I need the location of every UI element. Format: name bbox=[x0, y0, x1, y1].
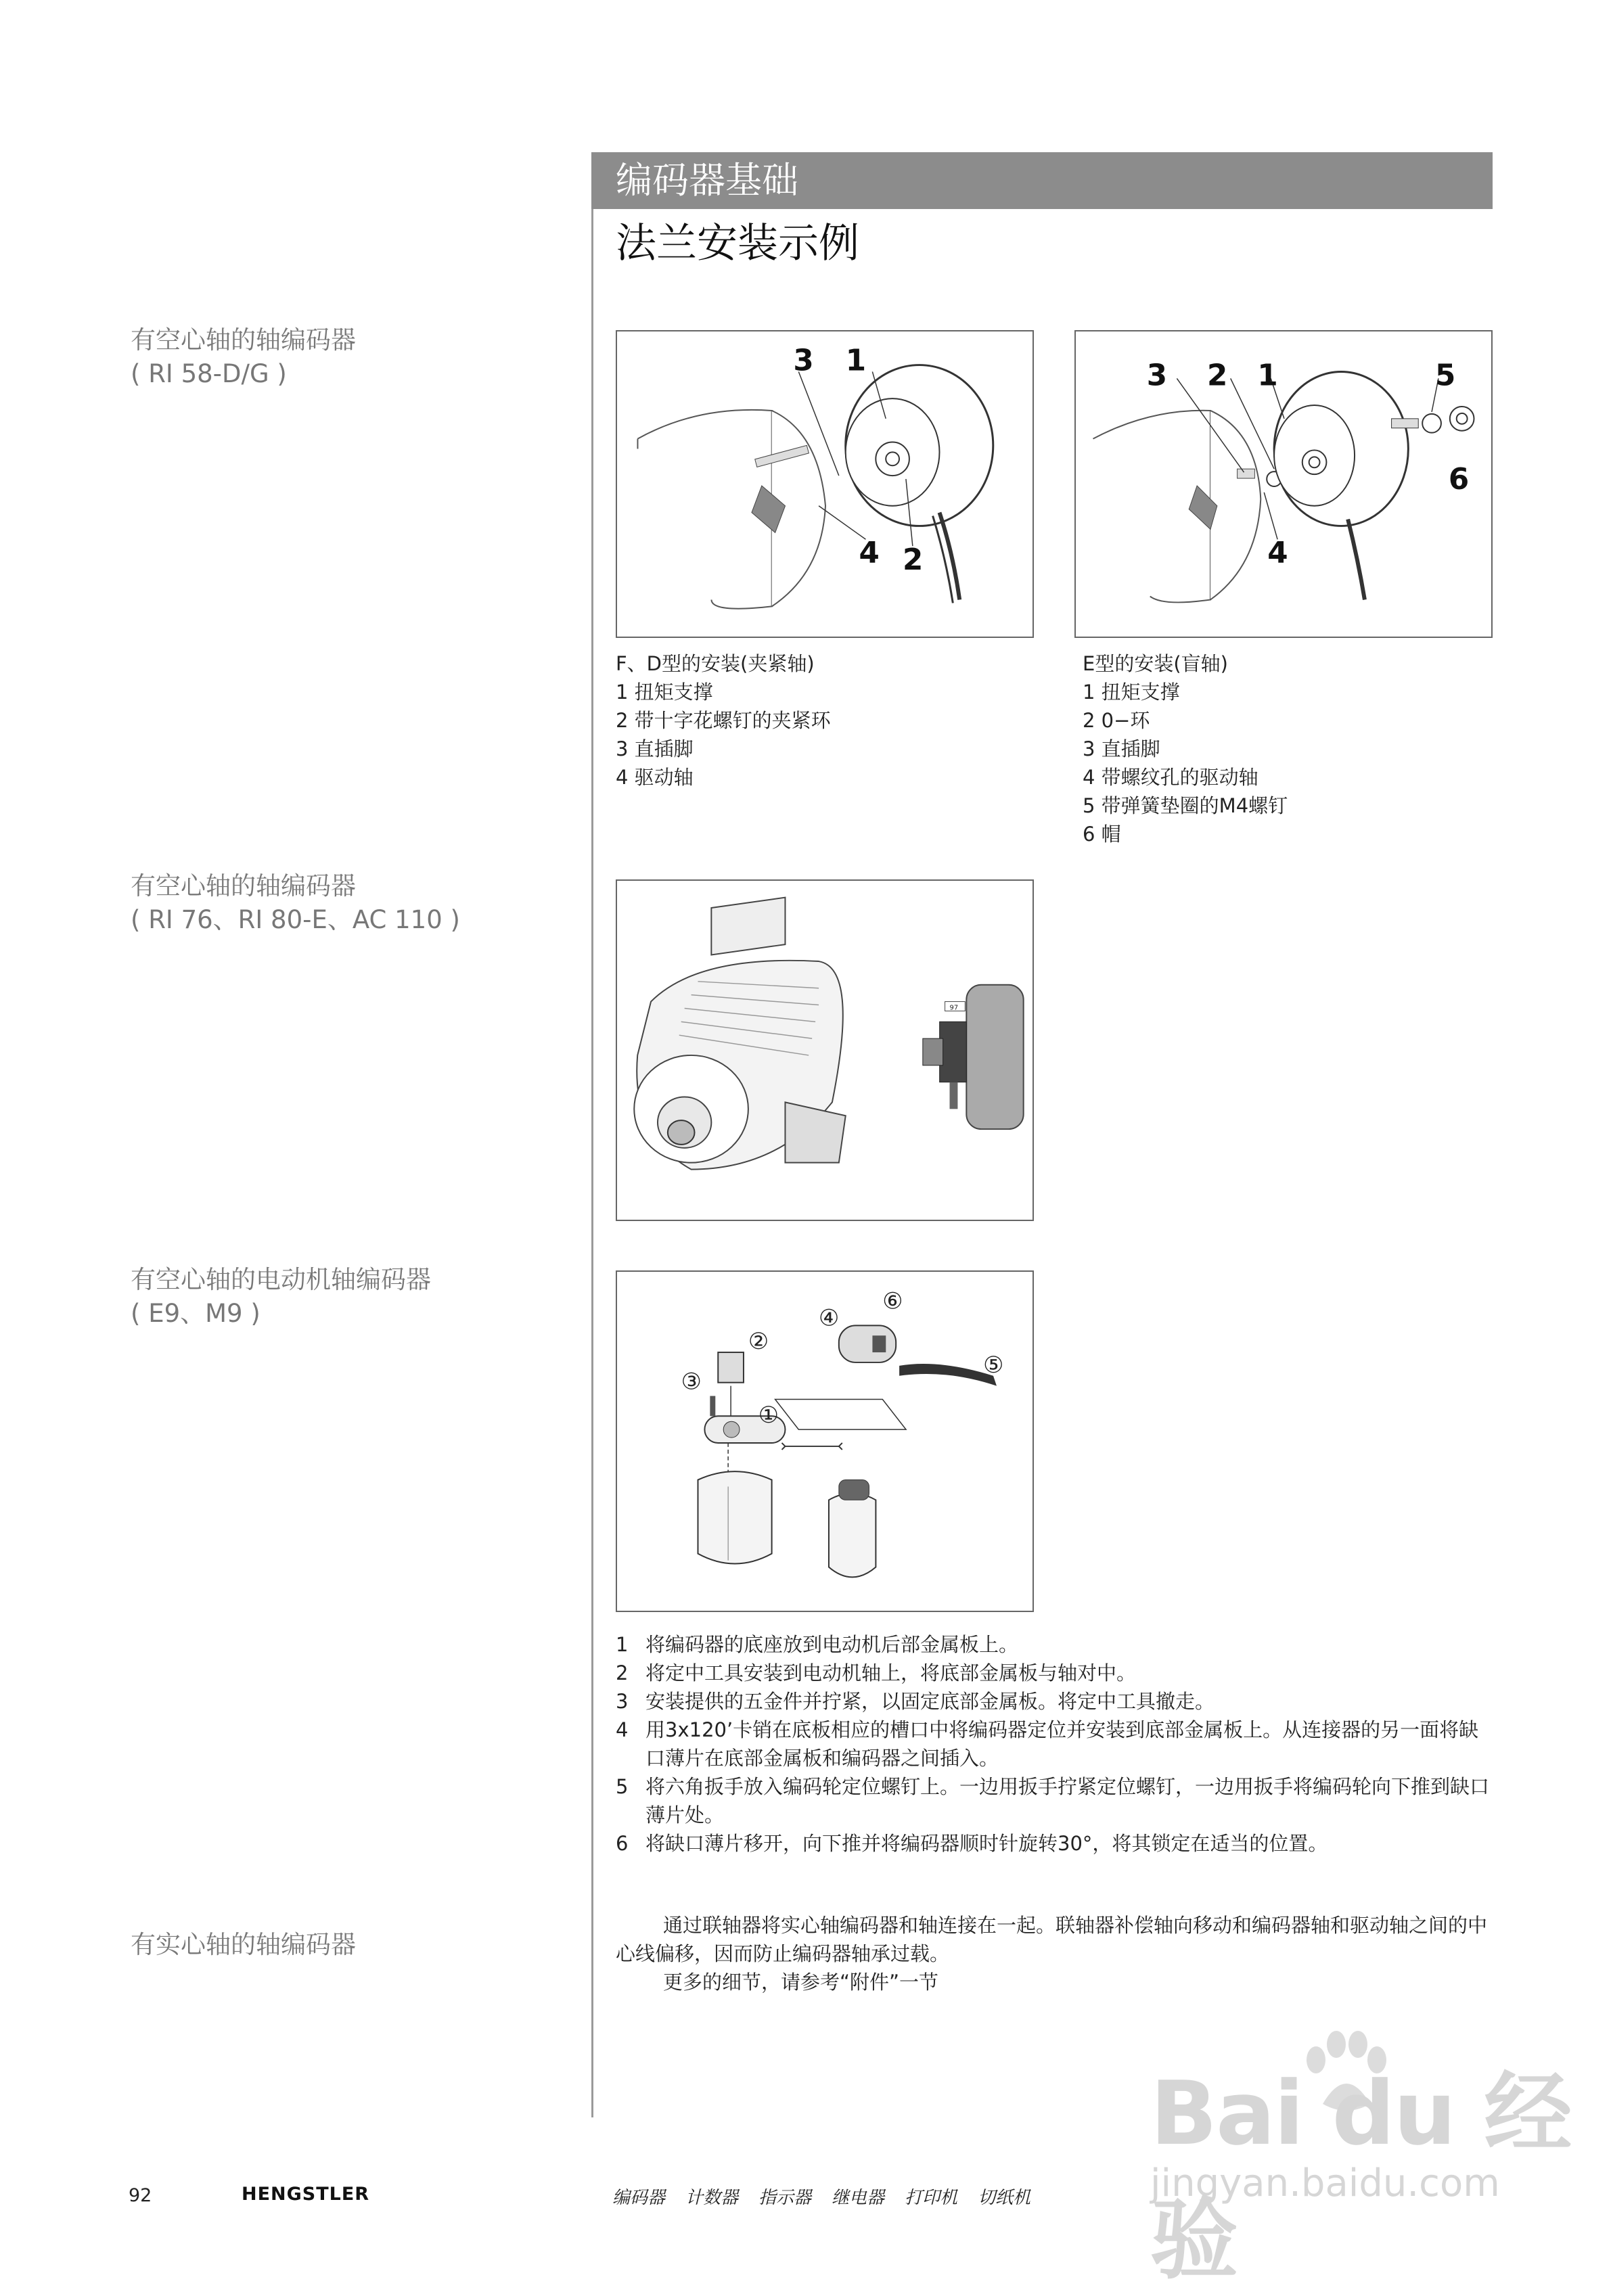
figure-blind-caption bbox=[1083, 649, 1288, 848]
side-label-title: 有空心轴的电动机轴编码器 bbox=[131, 1265, 431, 1294]
side-label-title: 有空心轴的轴编码器 bbox=[131, 325, 356, 354]
page-number: 92 bbox=[129, 2185, 152, 2206]
step-item bbox=[616, 1630, 1495, 1659]
dimension-label: 97 bbox=[949, 1004, 959, 1012]
callout-1: 1 bbox=[845, 344, 867, 378]
side-label-model: ( RI 58-D/G ) bbox=[131, 359, 287, 388]
callout-1: 1 bbox=[1257, 359, 1278, 393]
callout-5: 5 bbox=[1435, 359, 1456, 393]
caption-line: 5 带弹簧垫圈的M4螺钉 bbox=[1083, 794, 1288, 817]
side-label-e9 bbox=[131, 1263, 431, 1331]
callout-2: ② bbox=[748, 1328, 769, 1355]
callout-3: 3 bbox=[1146, 359, 1168, 393]
solid-shaft-paragraph bbox=[616, 1911, 1492, 1996]
footer-nav-item: 指示器 bbox=[758, 2188, 812, 2208]
step-text: 用3x120’卡销在底板相应的槽口中将编码器定位并安装到底部金属板上。从连接器的另一面将缺口薄片在底部金属板和编码器之间插入。 bbox=[645, 1718, 1479, 1770]
footer-nav bbox=[612, 2184, 1030, 2209]
footer-nav-item: 编码器 bbox=[612, 2188, 666, 2208]
footer-nav-item: 切纸机 bbox=[978, 2188, 1031, 2208]
caption-line: 1 扭矩支撑 bbox=[1083, 681, 1180, 704]
callout-4: 4 bbox=[859, 536, 880, 570]
step-text: 将编码器的底座放到电动机后部金属板上。 bbox=[645, 1633, 1019, 1656]
caption-line: 6 帽 bbox=[1083, 823, 1121, 846]
step-number: 3 bbox=[616, 1690, 629, 1713]
blind-shaft-drawing bbox=[1076, 331, 1491, 637]
footer-nav-item: 继电器 bbox=[832, 2188, 885, 2208]
caption-line: 4 带螺纹孔的驱动轴 bbox=[1083, 766, 1258, 789]
section-title: 编码器基础 bbox=[616, 159, 798, 202]
step-item bbox=[616, 1659, 1495, 1687]
vertical-divider bbox=[591, 152, 593, 2117]
callout-4: ④ bbox=[819, 1304, 840, 1331]
step-number: 1 bbox=[616, 1633, 629, 1656]
callout-4: 4 bbox=[1267, 536, 1288, 570]
figure-motor-mount bbox=[616, 879, 1034, 1221]
caption-line: 2 0−环 bbox=[1083, 709, 1150, 732]
installation-steps bbox=[616, 1630, 1495, 1858]
side-label-model: ( RI 76、RI 80-E、AC 110 ) bbox=[131, 905, 460, 934]
caption-line: 3 直插脚 bbox=[616, 737, 694, 760]
step-item bbox=[616, 1829, 1495, 1858]
step-item bbox=[616, 1772, 1495, 1829]
side-label-title: 有实心轴的轴编码器 bbox=[131, 1930, 356, 1959]
side-label-model: ( E9、M9 ) bbox=[131, 1299, 260, 1328]
footer-nav-item: 打印机 bbox=[905, 2188, 958, 2208]
step-item bbox=[616, 1716, 1495, 1772]
figure-motor-shaft-encoder bbox=[616, 1270, 1034, 1612]
step-number: 6 bbox=[616, 1832, 629, 1855]
figure-clamp-caption bbox=[616, 649, 831, 791]
callout-6: 6 bbox=[1448, 462, 1470, 497]
step-item bbox=[616, 1687, 1495, 1716]
callout-2: 2 bbox=[1207, 359, 1228, 393]
side-label-title: 有空心轴的轴编码器 bbox=[131, 871, 356, 900]
clamp-shaft-drawing bbox=[617, 331, 1033, 637]
side-label-ri76 bbox=[131, 869, 460, 937]
motor-drawing bbox=[617, 881, 1033, 1220]
callout-3: ③ bbox=[681, 1368, 702, 1395]
callout-2: 2 bbox=[902, 543, 924, 577]
brand-logo: HENGSTLER bbox=[242, 2184, 370, 2205]
figure-blind-shaft-install bbox=[1074, 330, 1493, 638]
paragraph-reference: 更多的细节，请参考“附件”一节 bbox=[663, 1971, 939, 1994]
caption-line: 3 直插脚 bbox=[1083, 737, 1160, 760]
side-label-solid-shaft bbox=[131, 1928, 356, 1962]
footer-nav-item: 计数器 bbox=[685, 2188, 739, 2208]
caption-line: 2 带十字花螺钉的夹紧环 bbox=[616, 709, 831, 732]
step-number: 2 bbox=[616, 1661, 629, 1684]
step-number: 4 bbox=[616, 1718, 629, 1741]
step-text: 将六角扳手放入编码轮定位螺钉上。一边用扳手拧紧定位螺钉，一边用扳手将编码轮向下推到缺口薄片处。 bbox=[645, 1775, 1490, 1827]
callout-6: ⑥ bbox=[882, 1287, 903, 1314]
caption-line: 4 驱动轴 bbox=[616, 766, 694, 789]
side-label-ri58 bbox=[131, 323, 356, 391]
callout-3: 3 bbox=[793, 344, 814, 378]
step-text: 将缺口薄片移开，向下推并将编码器顺时针旋转30°，将其锁定在适当的位置。 bbox=[645, 1832, 1328, 1855]
step-number: 5 bbox=[616, 1775, 629, 1798]
paragraph-text: 通过联轴器将实心轴编码器和轴连接在一起。联轴器补偿轴向移动和编码器轴和驱动轴之间的中心线偏移，因而防止编码器轴承过载。 bbox=[616, 1914, 1488, 1965]
caption-line: F、D型的安装(夹紧轴) bbox=[616, 652, 815, 675]
figure-clamp-shaft-install bbox=[616, 330, 1034, 638]
watermark-url: jingyan.baidu.com bbox=[1150, 2161, 1500, 2205]
callout-5: ⑤ bbox=[983, 1351, 1004, 1378]
caption-line: 1 扭矩支撑 bbox=[616, 681, 713, 704]
callout-1: ① bbox=[758, 1402, 779, 1429]
step-text: 安装提供的五金件并拧紧，以固定底部金属板。将定中工具撤走。 bbox=[645, 1690, 1215, 1713]
caption-line: E型的安装(盲轴) bbox=[1083, 652, 1228, 675]
watermark-logo: Bai du 经验 bbox=[1150, 2062, 1571, 2291]
step-text: 将定中工具安装到电动机轴上，将底部金属板与轴对中。 bbox=[645, 1661, 1137, 1684]
motor-shaft-encoder-drawing bbox=[617, 1272, 1033, 1611]
page-subtitle: 法兰安装示例 bbox=[616, 220, 859, 267]
